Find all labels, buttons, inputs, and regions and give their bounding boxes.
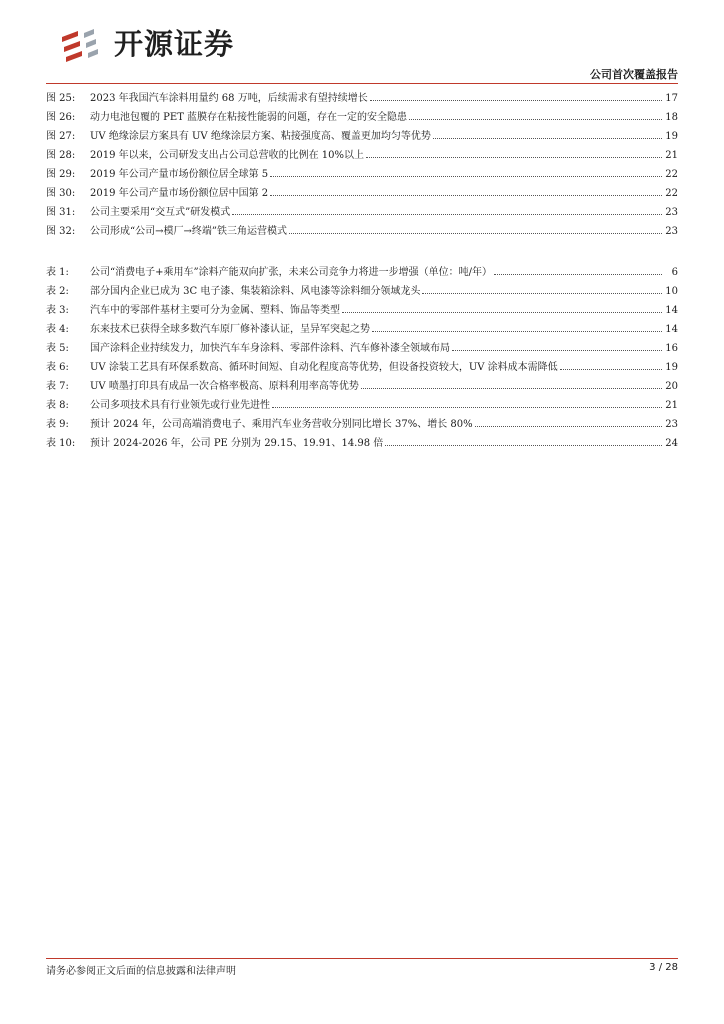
entry-title: 公司形成“公司→模厂→终端”铁三角运营模式 <box>90 226 287 237</box>
dot-leader <box>475 414 662 427</box>
figure-toc-entry[interactable] <box>46 164 678 183</box>
figure-toc-entry[interactable] <box>46 221 678 240</box>
entry-label: 表 6: <box>46 362 69 373</box>
entry-title: 2019 年以来，公司研发支出占公司总营收的比例在 10%以上 <box>90 150 365 161</box>
entry-title: 预计 2024 年，公司高端消费电子、乘用汽车业务营收分别同比增长 37%、增长 80% <box>90 419 473 430</box>
dot-leader <box>272 395 662 408</box>
entry-page-number: 22 <box>665 188 678 199</box>
figure-list <box>46 88 678 240</box>
dot-leader <box>270 164 662 177</box>
entry-page-number: 19 <box>665 131 678 142</box>
figure-toc-entry[interactable] <box>46 202 678 221</box>
entry-label: 表 5: <box>46 343 69 354</box>
entry-label: 图 29: <box>46 169 76 180</box>
table-toc-entry[interactable] <box>46 338 678 357</box>
entry-title: 2023 年我国汽车涂料用量约 68 万吨，后续需求有望持续增长 <box>90 93 368 104</box>
entry-label: 表 2: <box>46 286 69 297</box>
table-toc-entry[interactable] <box>46 319 678 338</box>
page-number: 3 / 28 <box>649 962 678 973</box>
entry-title: 部分国内企业已成为 3C 电子漆、集装箱涂料、风电漆等涂料细分领域龙头 <box>90 286 421 297</box>
entry-label: 表 9: <box>46 419 69 430</box>
figure-toc-entry[interactable] <box>46 88 678 107</box>
entry-title: 公司主要采用“交互式”研发模式 <box>90 207 231 218</box>
figure-toc-entry[interactable] <box>46 107 678 126</box>
dot-leader <box>560 357 662 370</box>
entry-label: 表 7: <box>46 381 69 392</box>
dot-leader <box>370 88 662 101</box>
figure-toc-entry[interactable] <box>46 126 678 145</box>
entry-title: 2019 年公司产量市场份额位居全球第 5 <box>90 169 269 180</box>
figure-toc-entry[interactable] <box>46 183 678 202</box>
entry-title: 国产涂料企业持续发力，加快汽车车身涂料、零部件涂料、汽车修补漆全领域布局 <box>90 343 450 354</box>
brand-logo <box>60 24 234 64</box>
dot-leader <box>232 202 662 215</box>
entry-label: 表 8: <box>46 400 69 411</box>
entry-page-number: 14 <box>665 324 678 335</box>
dot-leader <box>342 300 662 313</box>
report-type: 公司首次覆盖报告 <box>590 68 678 81</box>
entry-page-number: 18 <box>665 112 678 123</box>
entry-label: 图 27: <box>46 131 76 142</box>
entry-title: 动力电池包覆的 PET 蓝膜存在粘接性能弱的问题，存在一定的安全隐患 <box>90 112 408 123</box>
entry-page-number: 24 <box>665 438 678 449</box>
kaiyuan-logo-icon <box>60 25 110 63</box>
entry-page-number: 17 <box>665 93 678 104</box>
dot-leader <box>372 319 662 332</box>
entry-label: 图 32: <box>46 226 76 237</box>
header-divider <box>46 83 678 84</box>
dot-leader <box>361 376 662 389</box>
table-toc-entry[interactable] <box>46 376 678 395</box>
entry-label: 表 1: <box>46 267 69 278</box>
entry-label: 图 26: <box>46 112 76 123</box>
table-toc-entry[interactable] <box>46 300 678 319</box>
entry-page-number: 21 <box>665 150 678 161</box>
entry-page-number: 14 <box>665 305 678 316</box>
dot-leader <box>289 221 662 234</box>
entry-label: 图 30: <box>46 188 76 199</box>
table-toc-entry[interactable] <box>46 414 678 433</box>
entry-page-number: 21 <box>665 400 678 411</box>
entry-page-number: 10 <box>665 286 678 297</box>
table-list <box>46 262 678 452</box>
entry-title: 东来技术已获得全球多数汽车原厂修补漆认证，呈异军突起之势 <box>90 324 370 335</box>
table-toc-entry[interactable] <box>46 395 678 414</box>
dot-leader <box>452 338 662 351</box>
dot-leader <box>270 183 662 196</box>
entry-title: 公司“消费电子+乘用车”涂料产能双向扩张，未来公司竞争力将进一步增强（单位：吨/年） <box>90 267 492 278</box>
dot-leader <box>366 145 662 158</box>
entry-title: 汽车中的零部件基材主要可分为金属、塑料、饰品等类型 <box>90 305 340 316</box>
entry-label: 图 25: <box>46 93 76 104</box>
entry-label: 图 31: <box>46 207 76 218</box>
entry-title: 2019 年公司产量市场份额位居中国第 2 <box>90 188 269 199</box>
page-header <box>0 0 724 90</box>
table-toc-entry[interactable] <box>46 262 678 281</box>
entry-label: 表 10: <box>46 438 76 449</box>
brand-name: 开源证券 <box>114 27 235 61</box>
entry-title: UV 涂装工艺具有环保系数高、循环时间短、自动化程度高等优势，但设备投资较大，UV 涂料成本需降低 <box>90 362 558 373</box>
dot-leader <box>409 107 662 120</box>
dot-leader <box>385 433 662 446</box>
dot-leader <box>422 281 662 294</box>
entry-page-number: 23 <box>665 207 678 218</box>
entry-label: 表 3: <box>46 305 69 316</box>
dot-leader <box>494 262 662 275</box>
entry-page-number: 22 <box>665 169 678 180</box>
entry-title: 公司多项技术具有行业领先或行业先进性 <box>90 400 270 411</box>
table-toc-entry[interactable] <box>46 433 678 452</box>
entry-title: UV 绝缘涂层方案具有 UV 绝缘涂层方案、粘接强度高、覆盖更加均匀等优势 <box>90 131 431 142</box>
table-toc-entry[interactable] <box>46 281 678 300</box>
entry-page-number: 19 <box>665 362 678 373</box>
entry-page-number: 6 <box>671 267 678 278</box>
entry-label: 表 4: <box>46 324 69 335</box>
entry-page-number: 16 <box>665 343 678 354</box>
dot-leader <box>433 126 662 139</box>
figure-toc-entry[interactable] <box>46 145 678 164</box>
entry-title: UV 喷墨打印具有成品一次合格率极高、原料利用率高等优势 <box>90 381 359 392</box>
footer-disclaimer: 请务必参阅正文后面的信息披露和法律声明 <box>46 966 236 977</box>
entry-page-number: 20 <box>665 381 678 392</box>
entry-label: 图 28: <box>46 150 76 161</box>
footer-divider <box>46 958 678 959</box>
entry-page-number: 23 <box>665 419 678 430</box>
entry-title: 预计 2024-2026 年，公司 PE 分别为 29.15、19.91、14.98 倍 <box>90 438 384 449</box>
table-toc-entry[interactable] <box>46 357 678 376</box>
entry-page-number: 23 <box>665 226 678 237</box>
